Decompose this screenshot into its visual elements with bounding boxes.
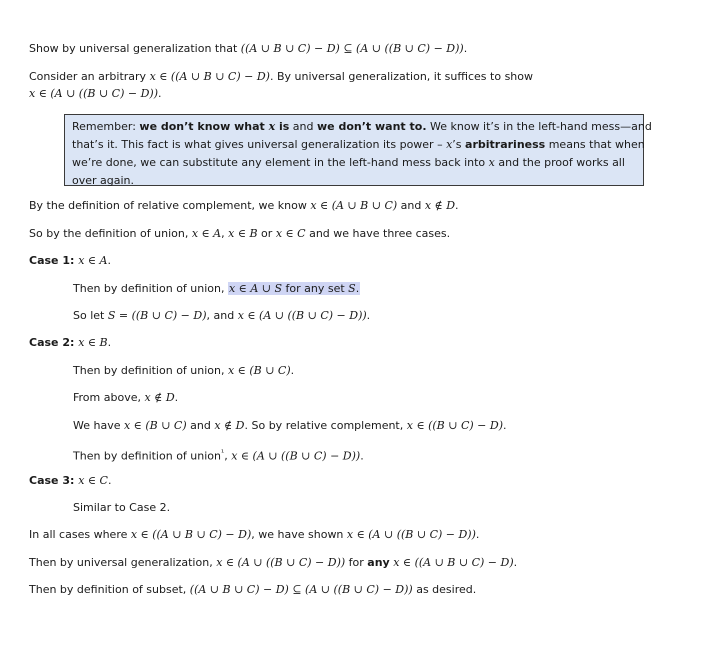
callout-text-2: that’s it. This fact is what gives universal generalization its power – xyxy=(72,138,447,151)
union-text: So by the definition of union, xyxy=(29,227,192,240)
callout-line-4: over again. xyxy=(72,174,135,187)
union-expr-b: x ∈ B xyxy=(228,227,258,240)
case-1-hl-text: for any set xyxy=(282,282,349,295)
case-2-expr-3b: x ∉ D xyxy=(214,419,245,432)
consider-line-2 xyxy=(29,87,161,101)
case-1-text-1: Then by definition of union, xyxy=(73,282,228,295)
union-suffix: and we have three cases. xyxy=(305,227,451,240)
callout-possessive: ’s xyxy=(452,138,466,151)
relcomp-and: and xyxy=(397,199,425,212)
conclusion-text-2: , we have shown xyxy=(251,528,347,541)
conclusion-text-1: In all cases where xyxy=(29,528,131,541)
relcomp-expr-1: x ∈ (A ∪ B ∪ C) xyxy=(310,199,398,212)
conclusion-line-3 xyxy=(29,583,476,597)
case-2-line-2 xyxy=(73,391,178,405)
case-1-let-expr: S = ((B ∪ C) − D) xyxy=(107,309,207,322)
callout-bold-is: is xyxy=(275,120,290,133)
footnote-marker: ¹ xyxy=(221,448,225,457)
case-1-expr: x ∈ A xyxy=(78,254,108,267)
case-1-hl-period: . xyxy=(355,282,360,295)
case-2-text-3: We have xyxy=(73,419,124,432)
case-2-expr-1: x ∈ (B ∪ C) xyxy=(227,364,291,377)
callout-and: and xyxy=(289,120,318,133)
callout-bold-1: we don’t know what xyxy=(139,120,269,133)
consider-line-1 xyxy=(29,70,533,84)
callout-line-1 xyxy=(72,118,652,136)
case-2-text-4: . So by relative complement, xyxy=(244,419,407,432)
callout-arbitrariness: arbitrariness xyxy=(465,138,546,151)
case-1-hl-set: S xyxy=(348,282,356,295)
case-1-text-2: So let xyxy=(73,309,108,322)
relcomp-expr-2: x ∉ D xyxy=(424,199,456,212)
case-1-hl-expr: x ∈ A ∪ S xyxy=(228,282,283,295)
case-2-end-1: . xyxy=(290,364,295,377)
callout-text-5: and the proof works all xyxy=(494,156,625,169)
conclusion-end-2: . xyxy=(513,556,518,569)
case-2-expr: x ∈ B xyxy=(78,336,108,349)
relcomp-text: By the definition of relative complement, we know xyxy=(29,199,311,212)
callout-bold-2: we don’t want to. xyxy=(317,120,427,133)
union-or: or xyxy=(257,227,276,240)
goal-period: . xyxy=(157,87,162,100)
case-3-heading xyxy=(29,474,111,488)
callout-line-2 xyxy=(72,136,645,154)
conclusion-expr-2: x ∈ (A ∪ ((B ∪ C) − D)) xyxy=(346,528,476,541)
case-2-text-2: From above, xyxy=(73,391,145,404)
relcomp-line xyxy=(29,199,459,213)
case-1-end: . xyxy=(366,309,371,322)
callout-text-1: We know it’s in the left-hand mess—and xyxy=(426,120,652,133)
case-1-line-1 xyxy=(73,282,360,296)
case-2-label: Case 2: xyxy=(29,336,79,349)
case-1-and: , and xyxy=(206,309,238,322)
callout-x-2: x xyxy=(446,138,453,151)
intro-expression: ((A ∪ B ∪ C) − D) ⊆ (A ∪ ((B ∪ C) − D)) xyxy=(240,42,464,55)
case-2-line-3 xyxy=(73,419,507,433)
case-1-heading xyxy=(29,254,111,268)
case-2-expr-3c: x ∈ ((B ∪ C) − D) xyxy=(406,419,503,432)
case-3-period: . xyxy=(107,474,112,487)
case-2-end-4: . xyxy=(360,449,364,463)
conclusion-expr-3: x ∈ (A ∪ ((B ∪ C) − D)) xyxy=(216,556,346,569)
conclusion-expr-4: x ∈ ((A ∪ B ∪ C) − D) xyxy=(393,556,514,569)
callout-remember-label: Remember: xyxy=(72,120,140,133)
case-3-label: Case 3: xyxy=(29,474,79,487)
case-1-label: Case 1: xyxy=(29,254,79,267)
case-2-text-1: Then by definition of union, xyxy=(73,364,228,377)
callout-x-3: x xyxy=(488,156,495,169)
intro-text: Show by universal generalization that xyxy=(29,42,241,55)
union-sep-1: , xyxy=(221,227,229,240)
conclusion-text-4: Then by definition of subset, xyxy=(29,583,190,596)
case-2-sep: , xyxy=(224,449,232,463)
conclusion-for: for xyxy=(345,556,368,569)
intro-period: . xyxy=(463,42,468,55)
conclusion-line-1 xyxy=(29,528,479,542)
conclusion-text-3: Then by universal generalization, xyxy=(29,556,217,569)
case-2-line-1 xyxy=(73,364,294,378)
consider-suffix: . By universal generalization, it suffices to show xyxy=(269,70,533,83)
case-3-body: Similar to Case 2. xyxy=(73,501,171,514)
conclusion-line-2 xyxy=(29,556,517,570)
conclusion-end-1: . xyxy=(475,528,480,541)
union-cases-line xyxy=(29,227,450,241)
conclusion-expr-5: ((A ∪ B ∪ C) − D) ⊆ (A ∪ ((B ∪ C) − D)) xyxy=(189,583,413,596)
case-1-line-2 xyxy=(73,309,370,323)
intro-line xyxy=(29,42,467,56)
union-expr-c: x ∈ C xyxy=(275,227,306,240)
case-2-expr-2: x ∉ D xyxy=(144,391,175,404)
case-2-period: . xyxy=(107,336,112,349)
callout-text-4: we’re done, we can substitute any element in the left-hand mess back into xyxy=(72,156,489,169)
union-expr-a: x ∈ A xyxy=(191,227,222,240)
consider-text: Consider an arbitrary xyxy=(29,70,150,83)
case-2-and: and xyxy=(186,419,215,432)
callout-text-3: means that when xyxy=(545,138,645,151)
callout-line-3 xyxy=(72,154,637,172)
case-1-result-expr: x ∈ (A ∪ ((B ∪ C) − D)) xyxy=(237,309,367,322)
conclusion-any: any xyxy=(367,556,390,569)
conclusion-expr-1: x ∈ ((A ∪ B ∪ C) − D) xyxy=(130,528,252,541)
case-2-text-5: Then by definition of union xyxy=(73,449,221,463)
conclusion-end-3: as desired. xyxy=(412,583,477,596)
case-2-expr-3a: x ∈ (B ∪ C) xyxy=(123,419,187,432)
case-2-heading xyxy=(29,336,111,350)
case-1-period: . xyxy=(107,254,112,267)
remember-callout xyxy=(64,114,652,187)
case-2-expr-4: x ∈ (A ∪ ((B ∪ C) − D)) xyxy=(231,449,361,463)
goal-expression: x ∈ (A ∪ ((B ∪ C) − D)) xyxy=(29,87,158,100)
case-2-line-4 xyxy=(73,446,364,464)
case-3-expr: x ∈ C xyxy=(78,474,108,487)
case-2-end-3: . xyxy=(503,419,507,432)
relcomp-period: . xyxy=(455,199,459,212)
highlighted-phrase xyxy=(228,282,360,295)
case-2-end-2: . xyxy=(174,391,179,404)
callout-x-1: x xyxy=(268,120,276,133)
consider-expression: x ∈ ((A ∪ B ∪ C) − D) xyxy=(149,70,270,83)
